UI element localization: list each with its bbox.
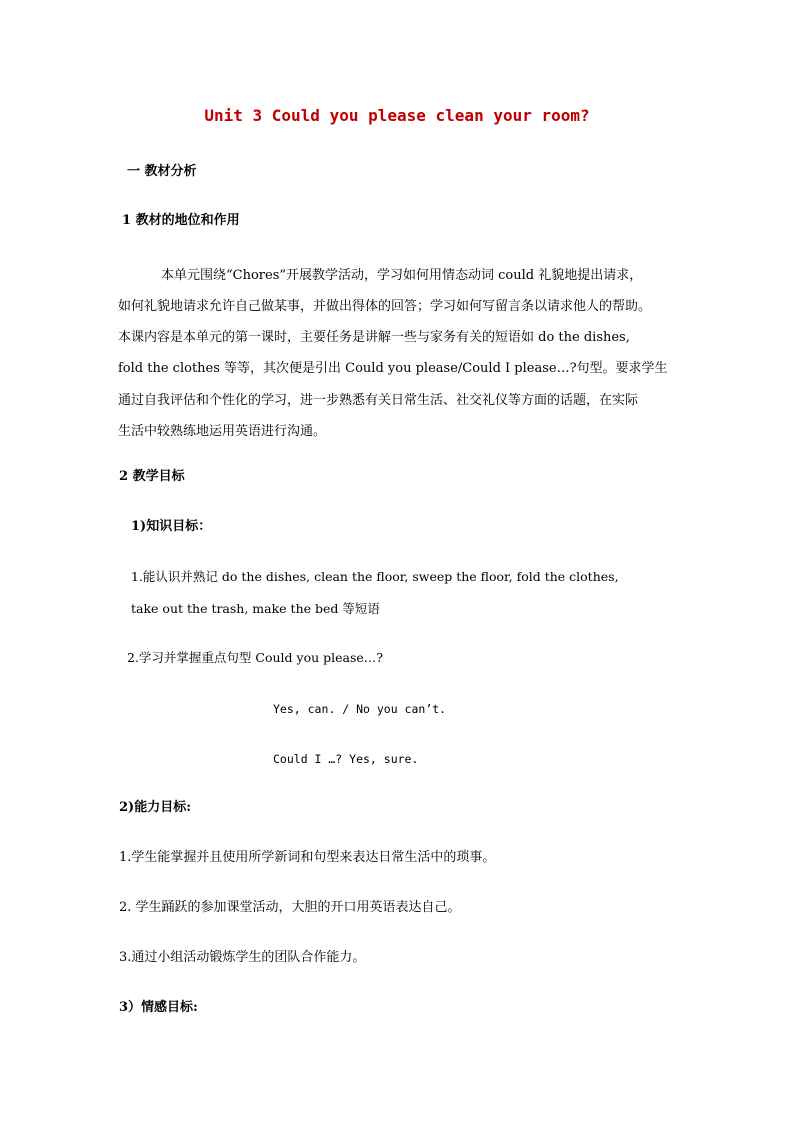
- emotion-objectives-heading: 3）情感目标:: [119, 1000, 198, 1015]
- knowledge-item-1-line-1: 1.能认识并熟记 do the dishes, clean the floor, sweep the floor, fold the clothes,: [131, 569, 619, 584]
- paragraph-line-1: 本单元围绕“Chores”开展教学活动，学习如何用情态动词 could 礼貌地提出请求，: [161, 268, 643, 283]
- knowledge-objectives-heading: 1)知识目标：: [131, 519, 212, 534]
- ability-item-3: 3.通过小组活动锻炼学生的团队合作能力。: [119, 950, 366, 965]
- knowledge-item-1-line-2: take out the trash, make the bed 等短语: [131, 601, 380, 616]
- subsection-heading-role: 1 教材的地位和作用: [122, 213, 240, 228]
- paragraph-line-6: 生活中较熟练地运用英语进行沟通。: [118, 424, 327, 439]
- example-response-2: Could I …? Yes, sure.: [273, 752, 419, 766]
- paragraph-line-4: fold the clothes 等等，其次便是引出 Could you please/Could I please…?句型。要求学生: [118, 361, 668, 376]
- knowledge-item-2: 2.学习并掌握重点句型 Could you please…?: [127, 650, 383, 665]
- ability-objectives-heading: 2)能力目标:: [119, 800, 191, 815]
- section-heading-textbook-analysis: 一 教材分析: [127, 164, 197, 179]
- ability-item-2: 2. 学生踊跃的参加课堂活动，大胆的开口用英语表达自己。: [119, 900, 461, 915]
- paragraph-line-2: 如何礼貌地请求允许自己做某事，并做出得体的回答；学习如何写留言条以请求他人的帮助。: [118, 299, 652, 314]
- paragraph-line-3: 本课内容是本单元的第一课时，主要任务是讲解一些与家务有关的短语如 do the dishes,: [118, 330, 630, 345]
- document-title: Unit 3 Could you please clean your room?: [204, 106, 590, 125]
- paragraph-line-5: 通过自我评估和个性化的学习，进一步熟悉有关日常生活、社交礼仪等方面的话题，在实际: [118, 393, 639, 408]
- subsection-heading-objectives: 2 教学目标: [119, 469, 185, 484]
- ability-item-1: 1.学生能掌握并且使用所学新词和句型来表达日常生活中的琐事。: [119, 850, 496, 865]
- example-response-1: Yes, can. / No you can’t.: [273, 702, 447, 716]
